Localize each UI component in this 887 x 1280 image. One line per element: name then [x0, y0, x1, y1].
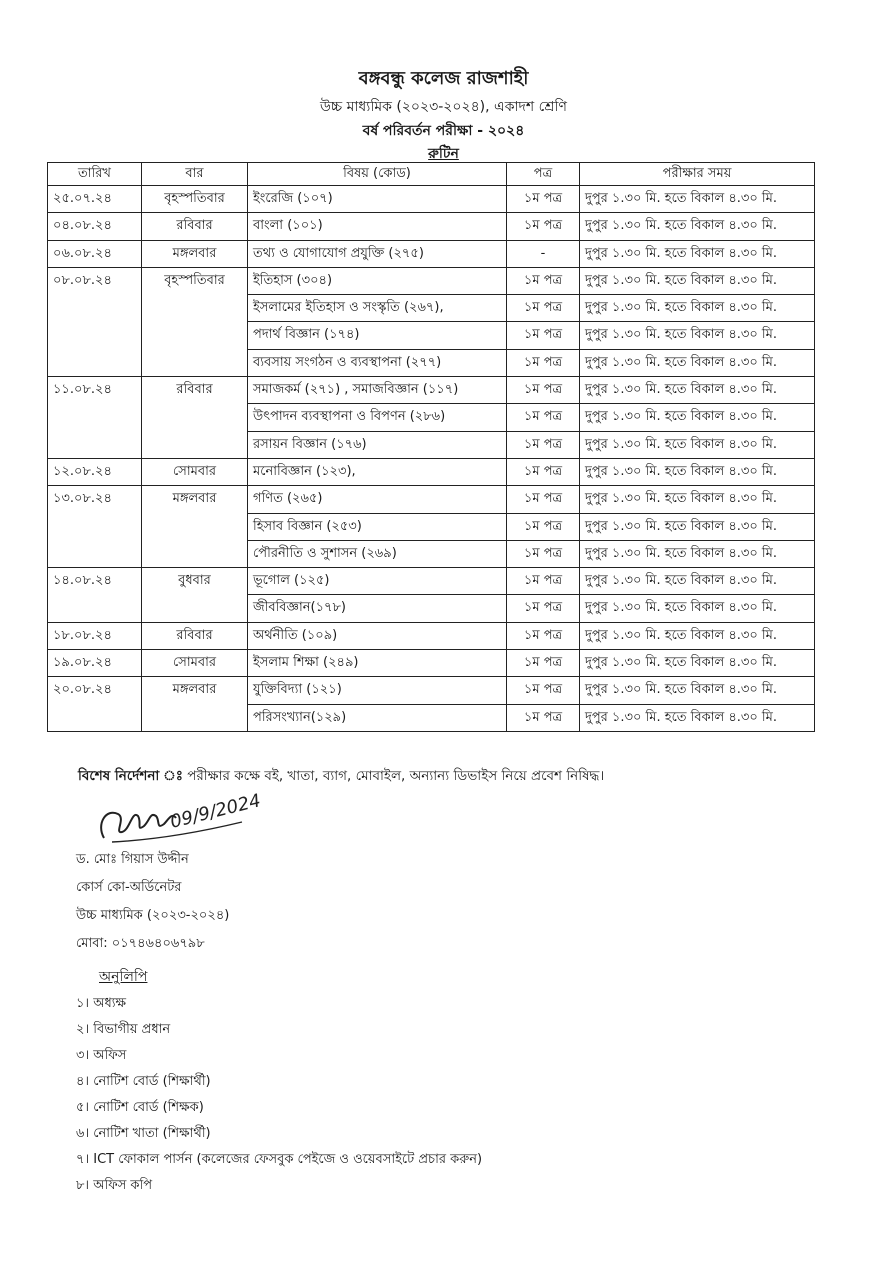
table-row [48, 377, 815, 404]
copy-item: ৩। অফিস [76, 1048, 127, 1063]
cell-paper: ১ম পত্র [507, 295, 580, 322]
cell-day: মঙ্গলবার [142, 677, 248, 732]
signatory-program: উচ্চ মাধ্যমিক (২০২৩-২০২৪) [76, 908, 230, 923]
instruction-text: পরীক্ষার কক্ষে বই, খাতা, ব্যাগ, মোবাইল, অন্যান্য ডিভাইস নিয়ে প্রবেশ নিষিদ্ধ। [182, 768, 605, 784]
cell-date: ১৪.০৮.২৪ [48, 568, 142, 623]
cell-subject: ইতিহাস (৩০৪) [248, 267, 507, 294]
copies-title: অনুলিপি [99, 969, 148, 985]
cell-subject: ইসলামের ইতিহাস ও সংস্কৃতি (২৬৭), [248, 295, 507, 322]
cell-day: বৃহস্পতিবার [142, 267, 248, 376]
college-name: বঙ্গবন্ধু কলেজ রাজশাহী [358, 68, 529, 89]
copy-item: ৭। ICT ফোকাল পার্সন (কলেজের ফেসবুক পেইজে ও ওয়েবসাইটে প্রচার করুন) [76, 1152, 483, 1167]
column-header-paper: পত্র [507, 163, 580, 186]
copy-item: ৬। নোটিশ খাতা (শিক্ষার্থী) [76, 1126, 211, 1141]
column-header-day: বার [142, 163, 248, 186]
signatory-mobile: মোবা: ০১৭৪৬৪০৬৭৯৮ [76, 936, 205, 951]
copy-item: ২। বিভাগীয় প্রধান [76, 1022, 171, 1037]
cell-time: দুপুর ১.৩০ মি. হতে বিকাল ৪.৩০ মি. [580, 622, 815, 649]
signature-date: 09/9/2024 [168, 790, 263, 833]
special-instruction [78, 765, 604, 788]
copy-item: ১। অধ্যক্ষ [76, 996, 127, 1011]
cell-time: দুপুর ১.৩০ মি. হতে বিকাল ৪.৩০ মি. [580, 322, 815, 349]
cell-time: দুপুর ১.৩০ মি. হতে বিকাল ৪.৩০ মি. [580, 186, 815, 213]
cell-subject: ইসলাম শিক্ষা (২৪৯) [248, 650, 507, 677]
cell-paper: ১ম পত্র [507, 458, 580, 485]
cell-subject: বাংলা (১০১) [248, 213, 507, 240]
cell-day: রবিবার [142, 213, 248, 240]
cell-time: দুপুর ১.৩০ মি. হতে বিকাল ৪.৩০ মি. [580, 704, 815, 731]
cell-paper: ১ম পত্র [507, 404, 580, 431]
table-row [48, 568, 815, 595]
cell-day: মঙ্গলবার [142, 486, 248, 568]
cell-date: ০৬.০৮.২৪ [48, 240, 142, 267]
cell-paper: ১ম পত্র [507, 650, 580, 677]
cell-subject: পৌরনীতি ও সুশাসন (২৬৯) [248, 540, 507, 567]
cell-subject: গণিত (২৬৫) [248, 486, 507, 513]
table-row [48, 267, 815, 294]
cell-time: দুপুর ১.৩০ মি. হতে বিকাল ৪.৩০ মি. [580, 595, 815, 622]
cell-time: দুপুর ১.৩০ মি. হতে বিকাল ৪.৩০ মি. [580, 240, 815, 267]
column-header-time: পরীক্ষার সময় [580, 163, 815, 186]
table-row [48, 240, 815, 267]
cell-paper: ১ম পত্র [507, 622, 580, 649]
cell-paper: ১ম পত্র [507, 377, 580, 404]
column-header-date: তারিখ [48, 163, 142, 186]
cell-paper: ১ম পত্র [507, 213, 580, 240]
cell-time: দুপুর ১.৩০ মি. হতে বিকাল ৪.৩০ মি. [580, 295, 815, 322]
cell-subject: জীববিজ্ঞান(১৭৮) [248, 595, 507, 622]
cell-subject: ভূগোল (১২৫) [248, 568, 507, 595]
cell-date: ২০.০৮.২৪ [48, 677, 142, 732]
cell-day: রবিবার [142, 622, 248, 649]
cell-time: দুপুর ১.৩০ মি. হতে বিকাল ৪.৩০ মি. [580, 267, 815, 294]
cell-day: সোমবার [142, 458, 248, 485]
cell-time: দুপুর ১.৩০ মি. হতে বিকাল ৪.৩০ মি. [580, 431, 815, 458]
cell-paper: - [507, 240, 580, 267]
cell-paper: ১ম পত্র [507, 267, 580, 294]
signatory-name: ড. মোঃ গিয়াস উদ্দীন [76, 852, 189, 867]
cell-paper: ১ম পত্র [507, 704, 580, 731]
cell-paper: ১ম পত্র [507, 349, 580, 376]
cell-day: রবিবার [142, 377, 248, 459]
cell-day: মঙ্গলবার [142, 240, 248, 267]
cell-time: দুপুর ১.৩০ মি. হতে বিকাল ৪.৩০ মি. [580, 377, 815, 404]
cell-date: ১৯.০৮.২৪ [48, 650, 142, 677]
cell-subject: ব্যবসায় সংগঠন ও ব্যবস্থাপনা (২৭৭) [248, 349, 507, 376]
cell-paper: ১ম পত্র [507, 677, 580, 704]
handwritten-signature [92, 786, 292, 856]
exam-routine-table [47, 162, 815, 732]
table-row [48, 458, 815, 485]
routine-title: রুটিন [428, 146, 459, 162]
cell-subject: পরিসংখ্যান(১২৯) [248, 704, 507, 731]
program-line: উচ্চ মাধ্যমিক (২০২৩-২০২৪), একাদশ শ্রেণি [320, 99, 567, 115]
cell-subject: রসায়ন বিজ্ঞান (১৭৬) [248, 431, 507, 458]
cell-date: ০৪.০৮.২৪ [48, 213, 142, 240]
cell-subject: উৎপাদন ব্যবস্থাপনা ও বিপণন (২৮৬) [248, 404, 507, 431]
cell-paper: ১ম পত্র [507, 513, 580, 540]
cell-day: বৃহস্পতিবার [142, 186, 248, 213]
table-row [48, 486, 815, 513]
cell-time: দুপুর ১.৩০ মি. হতে বিকাল ৪.৩০ মি. [580, 486, 815, 513]
signature-stroke [101, 813, 176, 838]
copies-list [76, 995, 482, 1203]
copy-item: ৮। অফিস কপি [76, 1178, 153, 1193]
cell-subject: সমাজকর্ম (২৭১) , সমাজবিজ্ঞান (১১৭) [248, 377, 507, 404]
table-row [48, 622, 815, 649]
cell-date: ১৩.০৮.২৪ [48, 486, 142, 568]
table-row [48, 650, 815, 677]
cell-date: ১২.০৮.২৪ [48, 458, 142, 485]
cell-time: দুপুর ১.৩০ মি. হতে বিকাল ৪.৩০ মি. [580, 458, 815, 485]
column-header-subject: বিষয় (কোড) [248, 163, 507, 186]
cell-date: ২৫.০৭.২৪ [48, 186, 142, 213]
cell-paper: ১ম পত্র [507, 322, 580, 349]
cell-paper: ১ম পত্র [507, 568, 580, 595]
cell-paper: ১ম পত্র [507, 540, 580, 567]
cell-date: ১৮.০৮.২৪ [48, 622, 142, 649]
cell-subject: ইংরেজি (১০৭) [248, 186, 507, 213]
cell-paper: ১ম পত্র [507, 186, 580, 213]
signatory-designation: কোর্স কো-অর্ডিনেটর [76, 880, 182, 895]
cell-time: দুপুর ১.৩০ মি. হতে বিকাল ৪.৩০ মি. [580, 540, 815, 567]
table-row [48, 186, 815, 213]
cell-time: দুপুর ১.৩০ মি. হতে বিকাল ৪.৩০ মি. [580, 349, 815, 376]
cell-subject: অর্থনীতি (১০৯) [248, 622, 507, 649]
cell-subject: তথ্য ও যোগাযোগ প্রযুক্তি (২৭৫) [248, 240, 507, 267]
cell-date: ০৮.০৮.২৪ [48, 267, 142, 376]
cell-time: দুপুর ১.৩০ মি. হতে বিকাল ৪.৩০ মি. [580, 213, 815, 240]
cell-time: দুপুর ১.৩০ মি. হতে বিকাল ৪.৩০ মি. [580, 677, 815, 704]
cell-paper: ১ম পত্র [507, 431, 580, 458]
cell-day: বুধবার [142, 568, 248, 623]
table-header-row [48, 163, 815, 186]
cell-subject: পদার্থ বিজ্ঞান (১৭৪) [248, 322, 507, 349]
cell-subject: যুক্তিবিদ্যা (১২১) [248, 677, 507, 704]
copy-item: ৫। নোটিশ বোর্ড (শিক্ষক) [76, 1100, 204, 1115]
signatory-block [76, 850, 229, 962]
exam-title: বর্ষ পরিবর্তন পরীক্ষা - ২০২৪ [362, 123, 525, 139]
cell-time: দুপুর ১.৩০ মি. হতে বিকাল ৪.৩০ মি. [580, 513, 815, 540]
cell-paper: ১ম পত্র [507, 595, 580, 622]
cell-date: ১১.০৮.২৪ [48, 377, 142, 459]
cell-time: দুপুর ১.৩০ মি. হতে বিকাল ৪.৩০ মি. [580, 650, 815, 677]
copy-item: ৪। নোটিশ বোর্ড (শিক্ষার্থী) [76, 1074, 211, 1089]
table-row [48, 677, 815, 704]
cell-day: সোমবার [142, 650, 248, 677]
cell-time: দুপুর ১.৩০ মি. হতে বিকাল ৪.৩০ মি. [580, 568, 815, 595]
cell-subject: হিসাব বিজ্ঞান (২৫৩) [248, 513, 507, 540]
cell-paper: ১ম পত্র [507, 486, 580, 513]
cell-subject: মনোবিজ্ঞান (১২৩), [248, 458, 507, 485]
table-row [48, 213, 815, 240]
cell-time: দুপুর ১.৩০ মি. হতে বিকাল ৪.৩০ মি. [580, 404, 815, 431]
instruction-label: বিশেষ নির্দেশনা ঃ [78, 768, 183, 784]
